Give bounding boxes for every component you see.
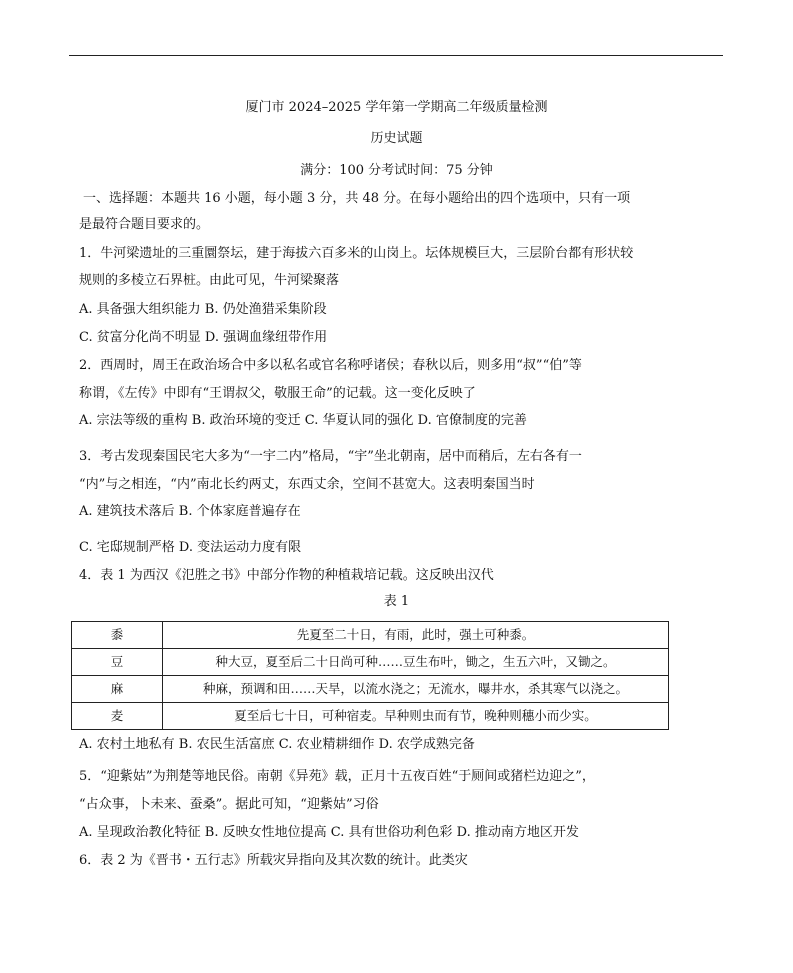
q3-options-ab: A. 建筑技术落后 B. 个体家庭普遍存在 xyxy=(79,504,301,519)
crop-table xyxy=(71,621,669,730)
table-row xyxy=(72,676,669,703)
q3-stem-line2: “内”与之相连，“内”南北长约两丈，东西丈余，空间不甚宽大。这表明秦国当时 xyxy=(79,477,535,492)
score-info: 满分：100 分考试时间：75 分钟 xyxy=(300,163,493,178)
record-cell: 种麻，预调和田……天旱，以流水浇之；无流水，曝井水，杀其寒气以浇之。 xyxy=(163,676,669,703)
table-row xyxy=(72,649,669,676)
q5-options: A. 呈现政治教化特征 B. 反映女性地位提高 C. 具有世俗功利色彩 D. 推动南方地区开发 xyxy=(79,825,579,840)
record-cell: 种大豆，夏至后二十日尚可种……豆生布叶，锄之，生五六叶，又锄之。 xyxy=(163,649,669,676)
crop-cell: 麻 xyxy=(72,676,163,703)
q4-stem: 4．表 1 为西汉《氾胜之书》中部分作物的种植栽培记载。这反映出汉代 xyxy=(79,568,494,583)
top-rule xyxy=(69,55,723,56)
q1-stem-line1: 1．牛河梁遗址的三重圜祭坛，建于海拔六百多米的山岗上。坛体规模巨大，三层阶台都有形状较 xyxy=(79,246,634,261)
q2-stem-line2: 称谓，《左传》中即有“王谓叔父，敬服王命”的记载。这一变化反映了 xyxy=(79,386,476,401)
crop-cell: 豆 xyxy=(72,649,163,676)
q3-stem-line1: 3．考古发现秦国民宅大多为“一宇二内”格局，“宇”坐北朝南，居中而稍后，左右各有一 xyxy=(79,449,582,464)
table-1-title: 表 1 xyxy=(383,594,410,609)
table-row xyxy=(72,703,669,730)
crop-cell: 黍 xyxy=(72,622,163,649)
section-heading-line1: 一、选择题：本题共 16 小题，每小题 3 分，共 48 分。在每小题给出的四个选项中，只有一项 xyxy=(83,191,631,206)
subject-title: 历史试题 xyxy=(370,131,423,146)
q6-stem: 6．表 2 为《晋书・五行志》所载灾异指向及其次数的统计。此类灾 xyxy=(79,853,468,868)
q1-options-cd: C. 贫富分化尚不明显 D. 强调血缘纽带作用 xyxy=(79,330,328,345)
q5-stem-line1: 5．“迎紫姑”为荆楚等地民俗。南朝《异苑》载，正月十五夜百姓“于厕间或猪栏边迎之”， xyxy=(79,769,595,784)
record-cell: 夏至后七十日，可种宿麦。早种则虫而有节，晚种则穗小而少实。 xyxy=(163,703,669,730)
q5-stem-line2: “占众事，卜未来、蚕桑”。据此可知，“迎紫姑”习俗 xyxy=(79,797,379,812)
q4-options: A. 农村土地私有 B. 农民生活富庶 C. 农业精耕细作 D. 农学成熟完备 xyxy=(79,737,475,752)
record-cell: 先夏至二十日，有雨，此时，强土可种黍。 xyxy=(163,622,669,649)
exam-title: 厦门市 2024–2025 学年第一学期高二年级质量检测 xyxy=(245,100,548,115)
q1-stem-line2: 规则的多棱立石界桩。由此可见，牛河梁聚落 xyxy=(79,273,340,288)
q3-options-cd: C. 宅邸规制严格 D. 变法运动力度有限 xyxy=(79,540,302,555)
section-heading-line2: 是最符合题目要求的。 xyxy=(79,217,210,232)
q2-options: A. 宗法等级的重构 B. 政治环境的变迁 C. 华夏认同的强化 D. 官僚制度的完善 xyxy=(79,413,527,428)
table-row xyxy=(72,622,669,649)
q2-stem-line1: 2．西周时，周王在政治场合中多以私名或官名称呼诸侯；春秋以后，则多用“叔”“伯”等 xyxy=(79,358,582,373)
q1-options-ab: A. 具备强大组织能力 B. 仍处渔猎采集阶段 xyxy=(79,302,327,317)
crop-cell: 麦 xyxy=(72,703,163,730)
